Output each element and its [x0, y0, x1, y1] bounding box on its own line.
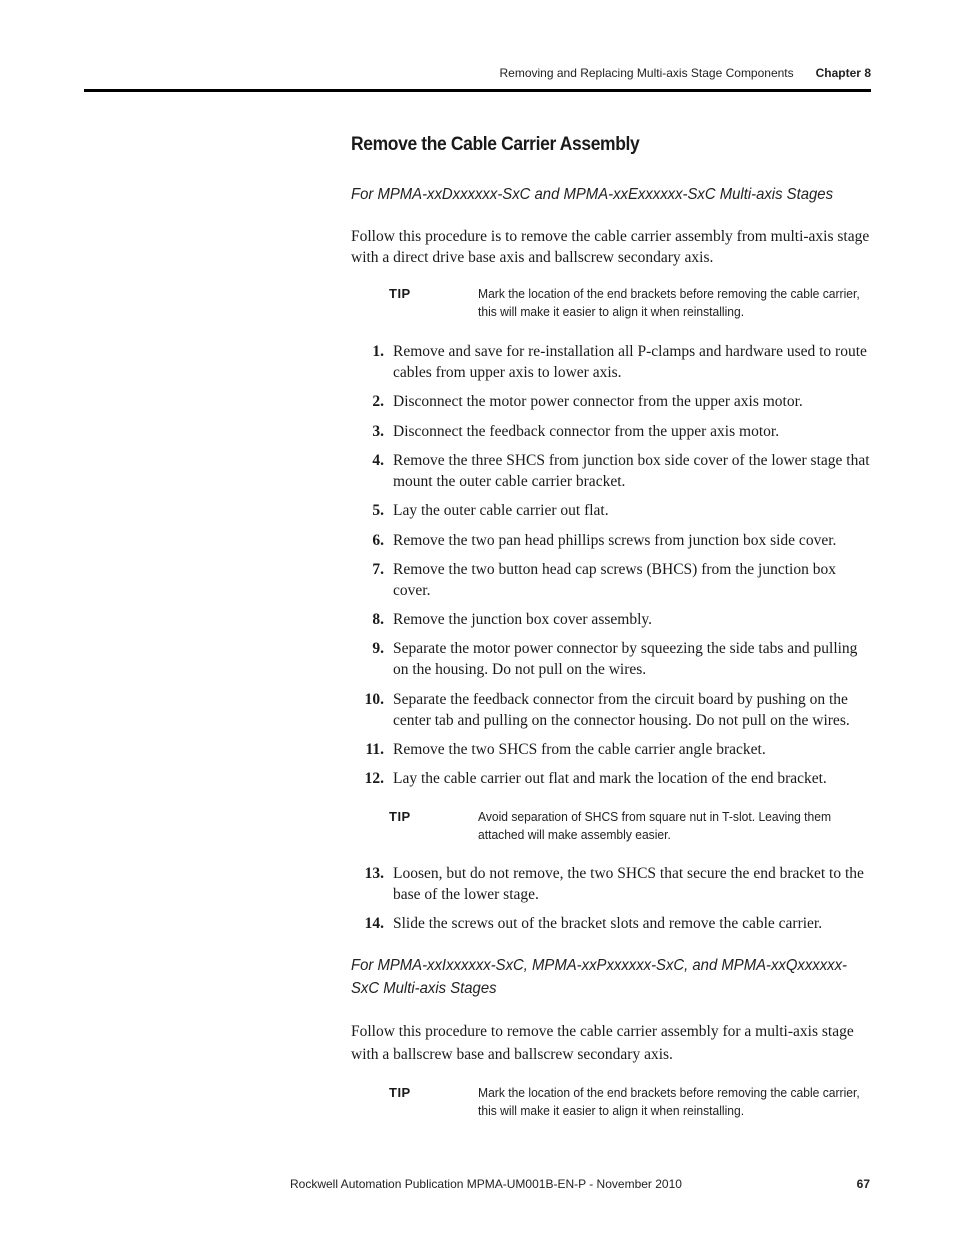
- step-number: 4.: [372, 452, 384, 469]
- tip-label: TIP: [389, 809, 411, 824]
- step-text: Disconnect the feedback connector from the upper axis motor.: [393, 423, 780, 440]
- header-section-title: Removing and Replacing Multi-axis Stage Components: [499, 66, 794, 80]
- step-text: Remove the junction box cover assembly.: [393, 611, 652, 628]
- tip-label: TIP: [389, 286, 411, 301]
- step-number: 2.: [372, 393, 384, 410]
- section2-subtitle: For MPMA-xxIxxxxxx-SxC, MPMA-xxPxxxxxx-SxC, and MPMA-xxQxxxxxx-SxC Multi-axis Stages: [351, 957, 848, 997]
- step-text: Loosen, but do not remove, the two SHCS that secure the end bracket to the base of the lower stage.: [393, 865, 864, 903]
- footer-publication: Rockwell Automation Publication MPMA-UM001B-EN-P - November 2010: [290, 1177, 682, 1191]
- step-text: Lay the cable carrier out flat and mark the location of the end bracket.: [393, 770, 827, 787]
- step-text: Remove the two SHCS from the cable carrier angle bracket.: [393, 741, 766, 758]
- step-number: 6.: [372, 532, 384, 549]
- step-text: Remove and save for re-installation all P-clamps and hardware used to route cables from upper axis to lower axis.: [393, 343, 867, 381]
- tip-text: Mark the location of the end brackets before removing the cable carrier, this will make it easier to align it when reinstalling.: [478, 1085, 860, 1118]
- step-number: 8.: [372, 611, 384, 628]
- step-text: Remove the two button head cap screws (BHCS) from the junction box cover.: [393, 561, 836, 599]
- step-text: Separate the motor power connector by squeezing the side tabs and pulling on the housing. Do not pull on the wires.: [393, 640, 858, 678]
- header-chapter: Chapter 8: [815, 66, 871, 80]
- section2-intro: Follow this procedure to remove the cable carrier assembly for a multi-axis stage with a ballscrew base and ballscrew secondary axis.: [351, 1023, 854, 1063]
- section1-subtitle: For MPMA-xxDxxxxxx-SxC and MPMA-xxExxxxxx-SxC Multi-axis Stages: [351, 186, 834, 203]
- running-header: [499, 66, 871, 80]
- step-number: 1.: [372, 343, 384, 360]
- step-number: 14.: [364, 915, 384, 932]
- step-number: 3.: [372, 423, 384, 440]
- step-number: 10.: [364, 691, 384, 708]
- step-text: Remove the three SHCS from junction box side cover of the lower stage that mount the outer cable carrier bracket.: [393, 452, 870, 490]
- page-number: 67: [856, 1177, 870, 1191]
- step-text: Remove the two pan head phillips screws from junction box side cover.: [393, 532, 837, 549]
- step-number: 7.: [372, 561, 384, 578]
- step-text: Disconnect the motor power connector from the upper axis motor.: [393, 393, 803, 410]
- header-rule: [84, 89, 871, 92]
- step-text: Lay the outer cable carrier out flat.: [393, 502, 609, 519]
- step-text: Slide the screws out of the bracket slots and remove the cable carrier.: [393, 915, 823, 932]
- section1-intro: Follow this procedure is to remove the cable carrier assembly from multi-axis stage with a direct drive base axis and ballscrew secondary axis.: [351, 228, 870, 266]
- page-title: Remove the Cable Carrier Assembly: [351, 134, 640, 155]
- step-number: 12.: [364, 770, 384, 787]
- tip-text: Avoid separation of SHCS from square nut in T-slot. Leaving them attached will make assembly easier.: [478, 809, 832, 842]
- tip-text: Mark the location of the end brackets before removing the cable carrier, this will make it easier to align it when reinstalling.: [478, 286, 860, 319]
- step-number: 5.: [372, 502, 384, 519]
- step-number: 9.: [372, 640, 384, 657]
- step-text: Separate the feedback connector from the circuit board by pushing on the center tab and pulling on the connector housing. Do not pull on the wires.: [393, 691, 850, 729]
- tip-label: TIP: [389, 1085, 411, 1100]
- step-number: 13.: [364, 865, 384, 882]
- step-number: 11.: [365, 741, 384, 758]
